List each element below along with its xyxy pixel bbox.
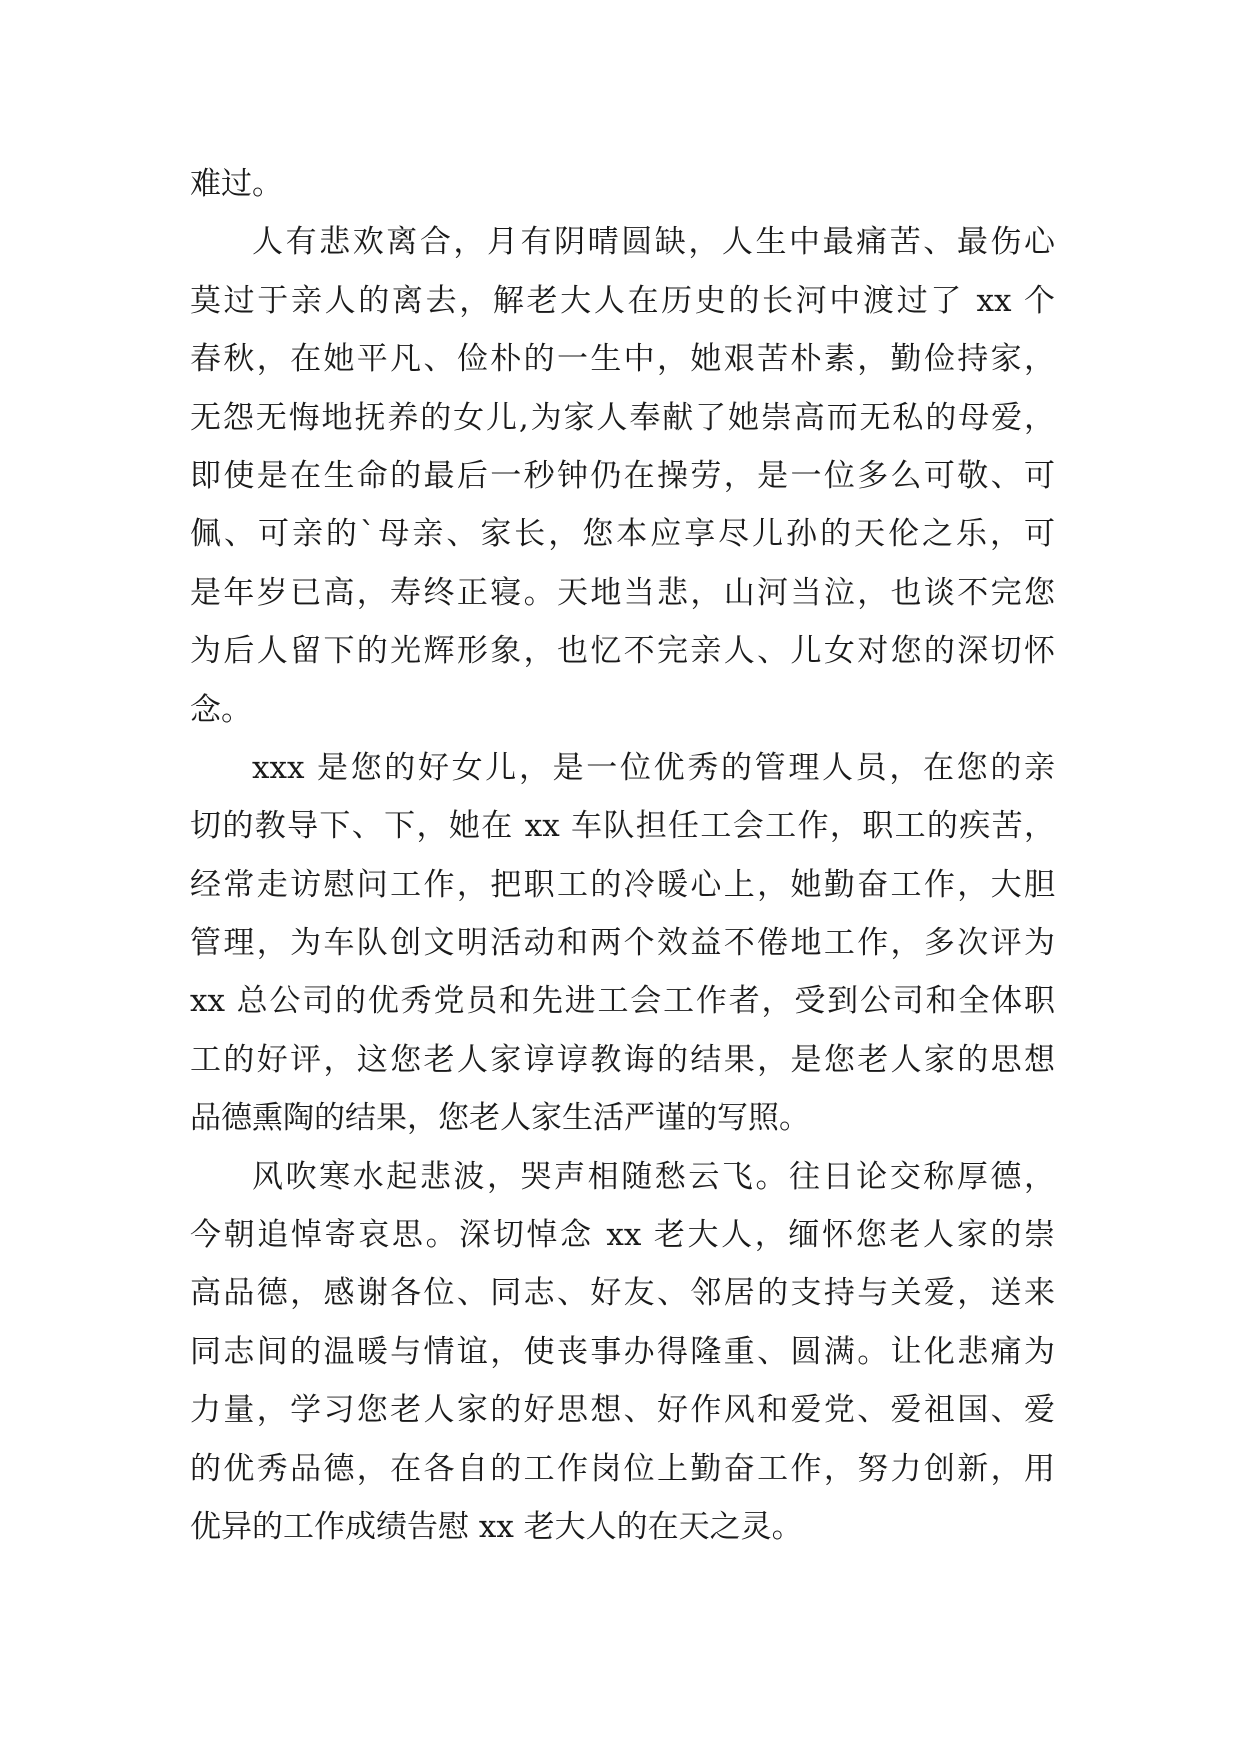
paragraph-first-line: xxx 是您的好女儿，是一位优秀的管理人员，在您的亲 [252,749,1055,786]
text-line: 品德熏陶的结果，您老人家生活严谨的写照。 [190,1100,810,1137]
text-line: 经常走访慰问工作，把职工的冷暖心上，她勤奋工作，大胆 [190,866,1055,903]
text-line: 即使是在生命的最后一秒钟仍在操劳，是一位多么可敬、可 [190,457,1055,494]
text-line: 力量，学习您老人家的好思想、好作风和爱党、爱祖国、爱 [190,1392,1055,1429]
text-line: 今朝追悼寄哀思。深切悼念 xx 老大人，缅怀您老人家的崇 [190,1217,1055,1254]
document-body [190,155,1055,1556]
text-line: 莫过于亲人的离去，解老大人在历史的长河中渡过了 xx 个 [190,282,1055,319]
text-line: 优异的工作成绩告慰 xx 老大人的在天之灵。 [190,1508,803,1545]
text-line: xx 总公司的优秀党员和先进工会工作者，受到公司和全体职 [190,983,1055,1020]
text-line: 工的好评，这您老人家谆谆教诲的结果，是您老人家的思想 [190,1041,1055,1078]
text-line: 念。 [190,691,252,728]
paragraph-first-line: 人有悲欢离合，月有阴晴圆缺，人生中最痛苦、最伤心 [252,224,1055,261]
text-line: 管理，为车队创文明活动和两个效益不倦地工作，多次评为 [190,925,1055,962]
text-line: 的优秀品德，在各自的工作岗位上勤奋工作，努力创新，用 [190,1450,1055,1487]
text-line: 切的教导下、下，她在 xx 车队担任工会工作，职工的疾苦， [190,808,1055,845]
text-line: 为后人留下的光辉形象，也忆不完亲人、儿女对您的深切怀 [190,633,1055,670]
text-line: 无怨无悔地抚养的女儿,为家人奉献了她崇高而无私的母爱， [190,399,1055,436]
text-line: 春秋，在她平凡、俭朴的一生中，她艰苦朴素，勤俭持家， [190,341,1055,378]
text-line: 佩、可亲的`母亲、家长，您本应享尽儿孙的天伦之乐，可 [190,516,1055,553]
text-line: 同志间的温暖与情谊，使丧事办得隆重、圆满。让化悲痛为 [190,1333,1055,1370]
paragraph-first-line: 风吹寒水起悲波，哭声相随愁云飞。往日论交称厚德， [252,1158,1055,1195]
text-line: 高品德，感谢各位、同志、好友、邻居的支持与关爱，送来 [190,1275,1055,1312]
text-line: 难过。 [190,166,283,202]
text-line: 是年岁已高，寿终正寝。天地当悲，山河当泣，也谈不完您 [190,574,1055,611]
